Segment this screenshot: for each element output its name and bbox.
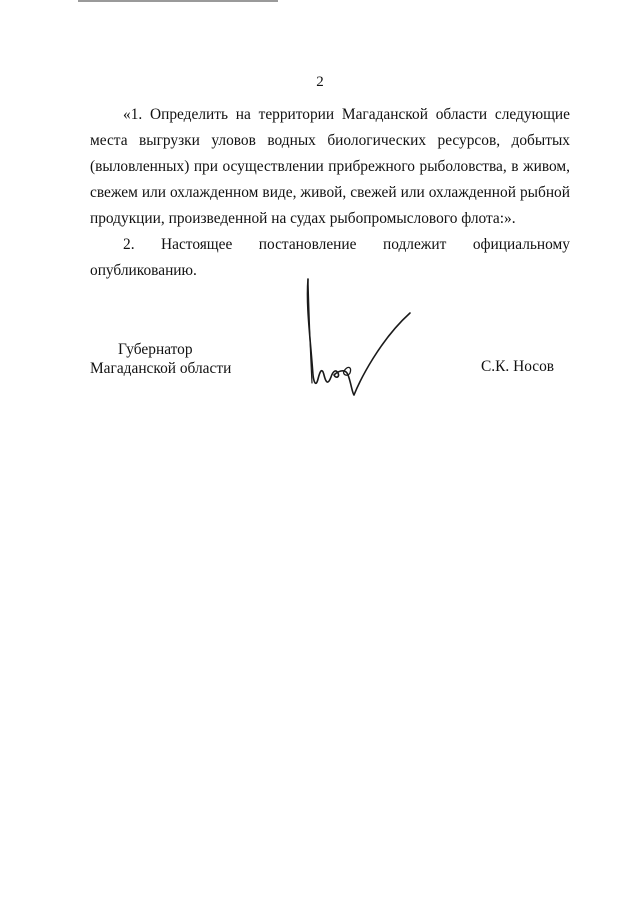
page-number: 2 [316,74,324,90]
paragraph-2-continuation: опубликованию. [90,262,197,279]
signatory-title [90,340,231,378]
paragraph-2-word-3: подлежит [382,236,447,253]
signer-name: С.К. Носов [481,358,555,375]
paragraph-2-word-1: Настоящее [161,236,233,253]
paragraph-2-word-2: постановление [258,236,357,253]
paragraph-2-first-line [90,232,570,258]
signatory-title-line-2: Магаданской области [90,360,232,377]
signatory-title-line-1: Губернатор [118,341,193,358]
paragraph-2-word-4: официальному [472,236,570,253]
paragraph-2-number: 2. [123,236,135,253]
paragraph-1: «1. Определить на территории Магаданской области следующие места выгрузки уловов водных биологических ресурсов, добытых (выловленных) при осуществлении прибрежного рыболовства, в живом, свежем или охлажденном виде, живой, свежей или охлажденной рыбной продукции, произведенной на судах рыбопромыслового флота:». [90,106,570,227]
handwritten-signature [300,275,420,400]
top-scan-edge-line [78,0,278,2]
